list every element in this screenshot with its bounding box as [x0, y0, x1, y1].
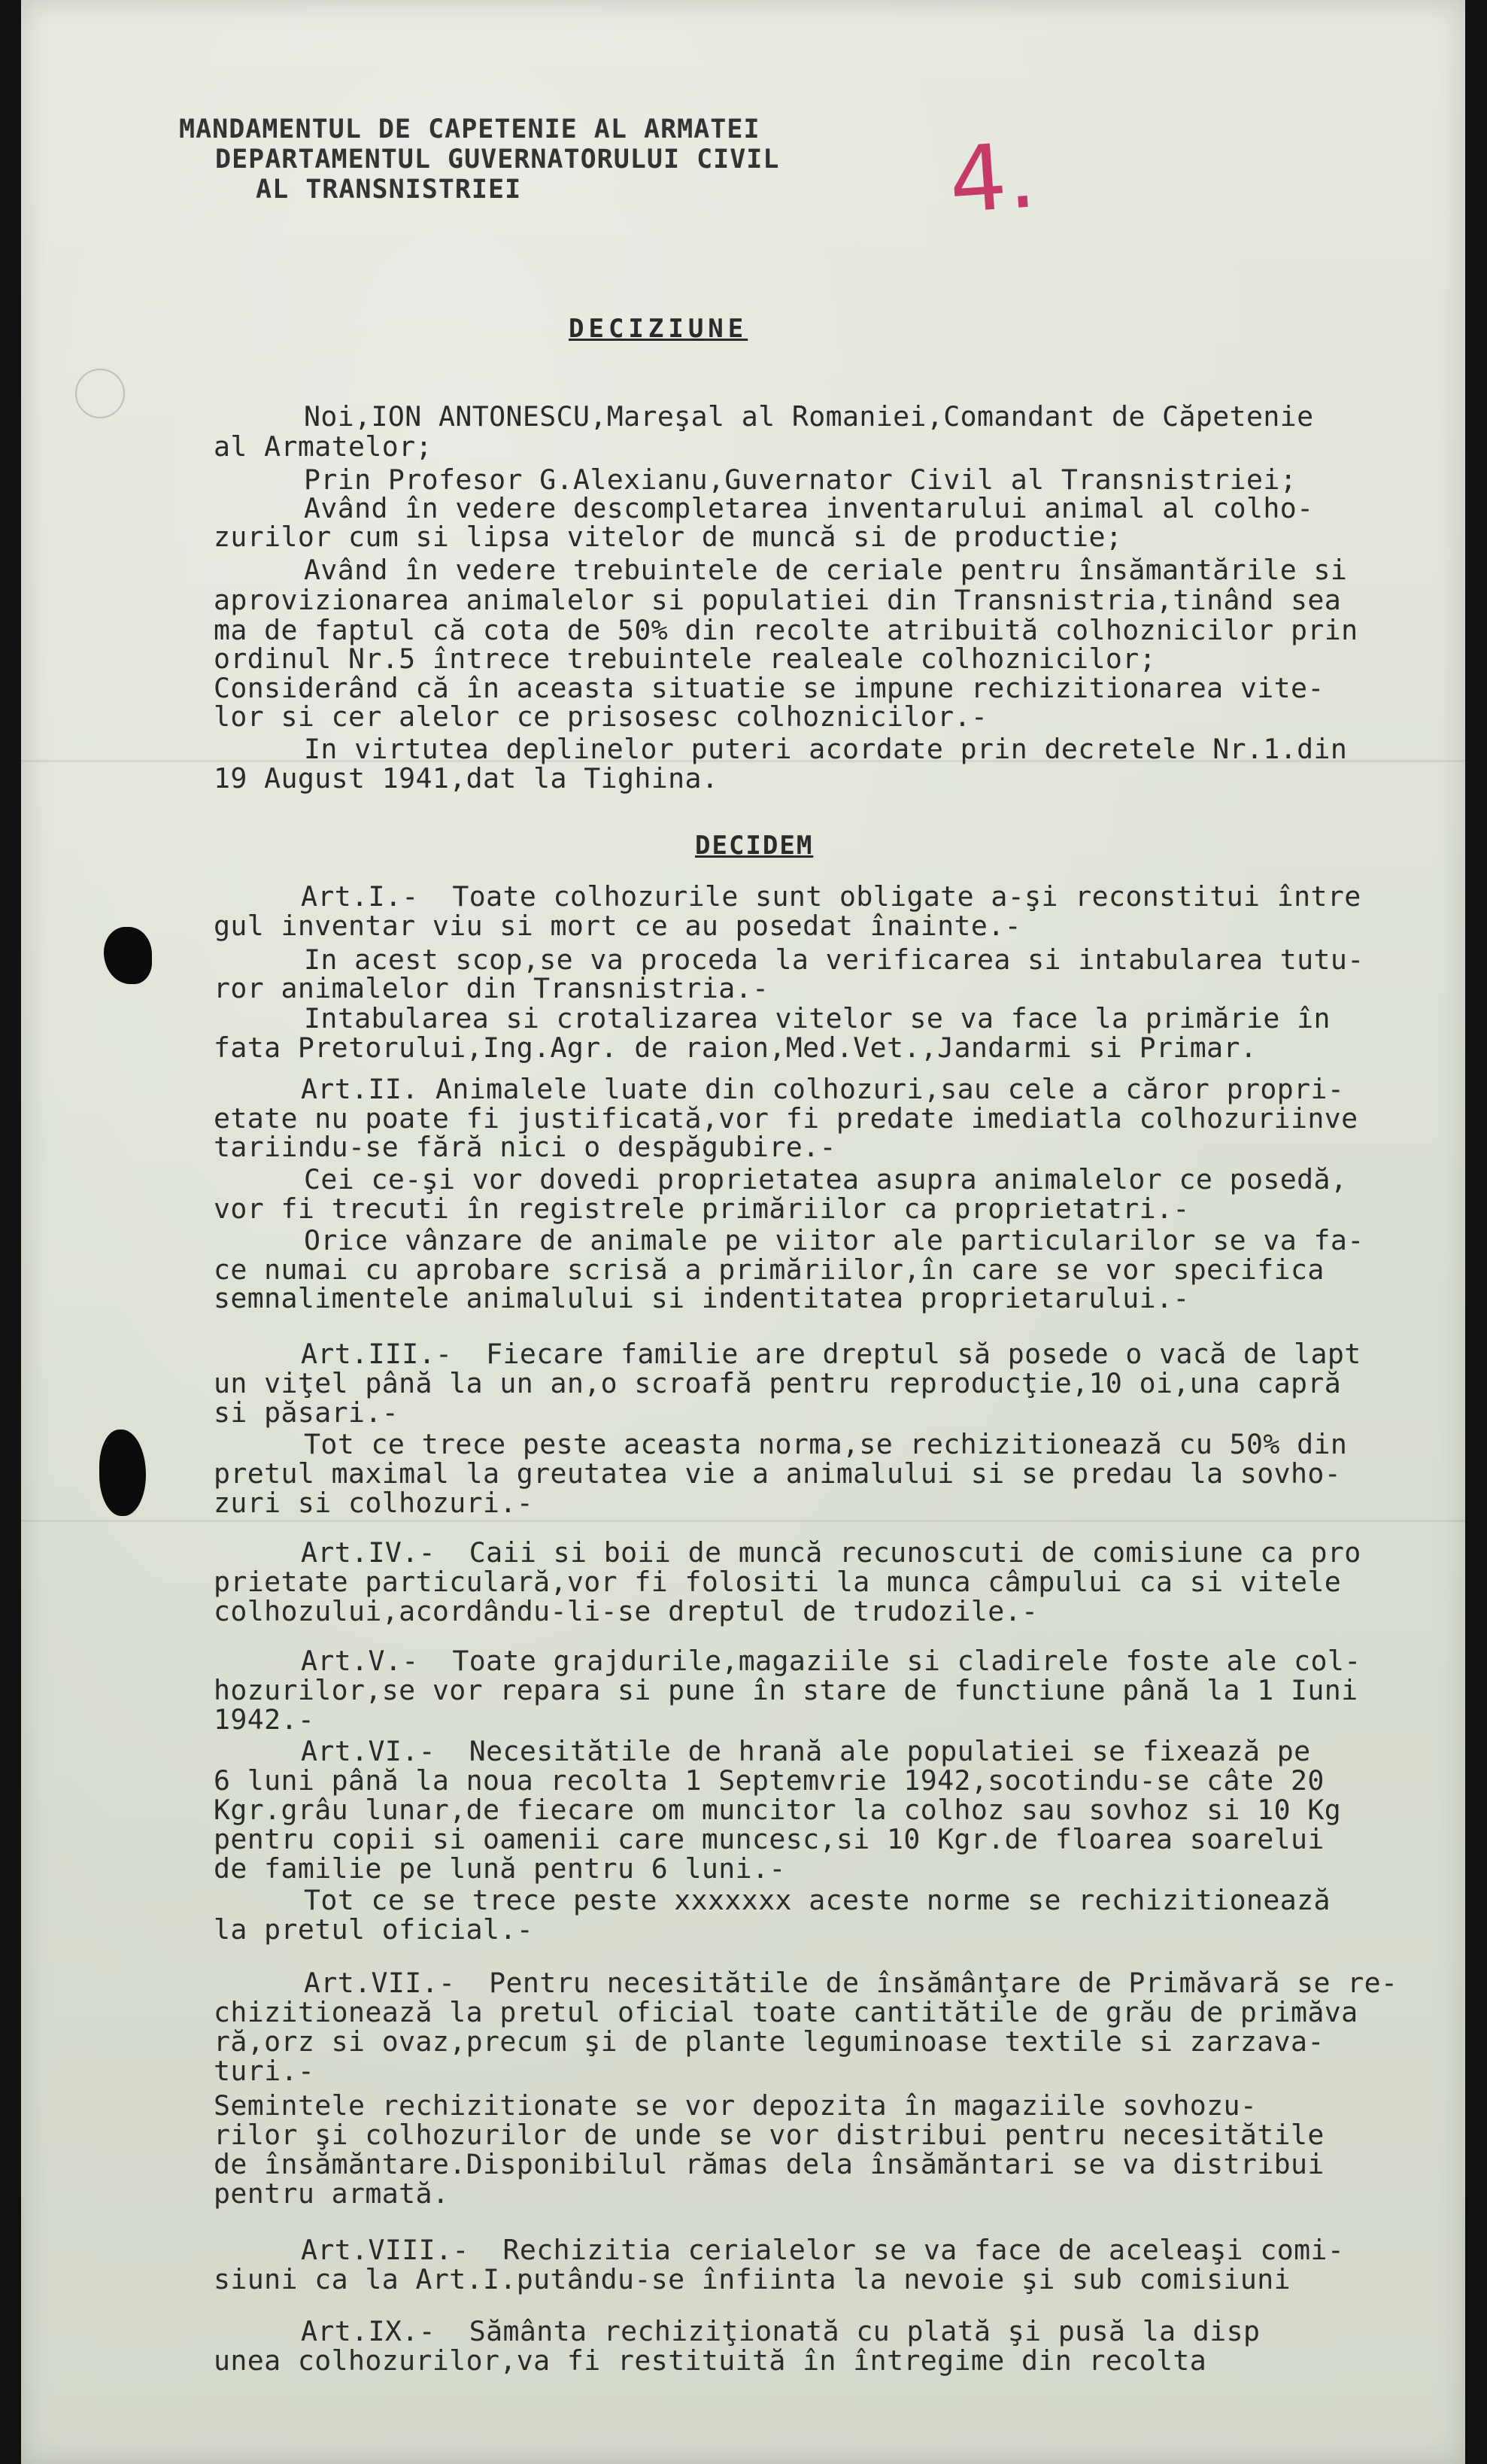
preamble-line: In virtutea deplinelor puteri acordate prin decretele Nr.1.din	[304, 733, 1348, 765]
article-line: Art.IX.- Sământa rechiziţionată cu plată şi pusă la disp	[301, 2315, 1261, 2347]
article-line: vor fi trecuti în registrele primăriilor ca proprietatri.-	[214, 1193, 1190, 1225]
article-line: 6 luni până la noua recolta 1 Septemvrie 1942,socotindu-se câte 20	[214, 1764, 1325, 1797]
article-line: la pretul oficial.-	[214, 1913, 534, 1946]
article-line: prietate particulară,vor fi folositi la munca câmpului ca si vitele	[214, 1566, 1342, 1598]
article-line: un viţel până la un an,o scroafă pentru reproducţie,10 oi,una capră	[214, 1367, 1342, 1399]
article-line: de familie pe lună pentru 6 luni.-	[214, 1852, 786, 1885]
article-line: Tot ce se trece peste xxxxxxx aceste norme se rechizitionează	[304, 1884, 1331, 1916]
article-line: de însămăntare.Disponibilul rămas dela însămăntari se va distribui	[214, 2148, 1325, 2180]
preamble-line: Având în vedere descompletarea inventarului animal al colho-	[304, 492, 1314, 524]
preamble-line: ma de faptul că cota de 50% din recolte atribuită colhoznicilor prin	[214, 614, 1358, 646]
preamble-line: al Armatelor;	[214, 430, 432, 463]
article-line: In acest scop,se va proceda la verificarea si intabularea tutu-	[304, 943, 1364, 976]
article-line: colhozului,acordându-li-se dreptul de trudozile.-	[214, 1595, 1039, 1627]
article-line: gul inventar viu si mort ce au posedat înainte.-	[214, 910, 1021, 942]
article-line: pentru armată.	[214, 2177, 450, 2210]
article-line: 1942.-	[214, 1703, 315, 1736]
preamble-line: lor si cer alelor ce prisosesc colhoznicilor.-	[214, 700, 988, 733]
article-line: pentru copii si oamenii care muncesc,si 10 Kgr.de floarea soarelui	[214, 1823, 1325, 1855]
article-line: Orice vânzare de animale pe viitor ale particularilor se va fa-	[304, 1224, 1364, 1256]
article-line: si păsari.-	[214, 1396, 399, 1429]
article-line: Kgr.grâu lunar,de fiecare om muncitor la colhoz sau sovhoz si 10 Kg	[214, 1794, 1342, 1826]
article-line: semnalimentele animalului si indentitatea proprietarului.-	[214, 1282, 1190, 1314]
article-line: ce numai cu aprobare scrisă a primăriilor,în care se vor specifica	[214, 1253, 1325, 1286]
article-line: Cei ce-şi vor dovedi proprietatea asupra animalelor ce posedă,	[304, 1163, 1348, 1196]
preamble-line: Având în vedere trebuintele de ceriale pentru însămantările si	[304, 554, 1348, 586]
article-line: Art.IV.- Caii si boii de muncă recunoscuti de comisiune ca pro	[301, 1536, 1361, 1569]
header-line-3: AL TRANSNISTRIEI	[256, 175, 522, 205]
article-line: tariindu-se fără nici o despăgubire.-	[214, 1131, 836, 1163]
preamble-line: zurilor cum si lipsa vitelor de muncă si de productie;	[214, 521, 1123, 553]
preamble-line: Considerând că în aceasta situatie se impune rechizitionarea vite-	[214, 672, 1325, 704]
handwritten-number: 4.	[945, 123, 1040, 234]
article-line: Art.VI.- Necesitătile de hrană ale populatiei se fixează pe	[301, 1735, 1311, 1767]
article-line: turi.-	[214, 2055, 315, 2087]
article-line: zuri si colhozuri.-	[214, 1487, 534, 1519]
article-line: chizitionează la pretul oficial toate cantitătile de grău de primăva	[214, 1996, 1358, 2028]
article-line: ră,orz si ovaz,precum şi de plante leguminoase textile si zarzava-	[214, 2025, 1325, 2058]
article-line: hozurilor,se vor repara si pune în stare de functiune până la 1 Iuni	[214, 1674, 1358, 1706]
preamble-line: 19 August 1941,dat la Tighina.	[214, 762, 719, 794]
article-line: Intabularea si crotalizarea vitelor se va face la primărie în	[304, 1002, 1331, 1035]
preamble-line: Prin Profesor G.Alexianu,Guvernator Civil al Transnistriei;	[304, 463, 1297, 496]
article-line: Art.III.- Fiecare familie are dreptul să posede o vacă de lapt	[301, 1338, 1361, 1370]
header-line-1: MANDAMENTUL DE CAPETENIE AL ARMATEI	[179, 114, 760, 144]
article-line: ror animalelor din Transnistria.-	[214, 972, 769, 1004]
article-line: Semintele rechizitionate se vor depozita în magaziile sovhozu-	[214, 2089, 1258, 2122]
article-line: etate nu poate fi justificată,vor fi predate imediatla colhozuriinve	[214, 1102, 1358, 1135]
preamble-line: Noi,ION ANTONESCU,Mareşal al Romaniei,Comandant de Căpetenie	[304, 400, 1314, 433]
document-title: DECIZIUNE	[569, 314, 748, 344]
article-line: siuni ca la Art.I.putându-se înfiinta la nevoie şi sub comisiuni	[214, 2263, 1291, 2295]
article-line: unea colhozurilor,va fi restituită în întregime din recolta	[214, 2344, 1207, 2377]
article-line: pretul maximal la greutatea vie a animalului si se predau la sovho-	[214, 1457, 1342, 1490]
article-line: Art.II. Animalele luate din colhozuri,sau cele a căror propri-	[301, 1073, 1345, 1105]
article-line: Tot ce trece peste aceasta norma,se rechizitionează cu 50% din	[304, 1428, 1348, 1460]
header-line-2: DEPARTAMENTUL GUVERNATORULUI CIVIL	[215, 144, 780, 175]
article-line: Art.VII.- Pentru necesitătile de însămânţare de Primăvară se re-	[304, 1967, 1398, 1999]
article-line: Art.V.- Toate grajdurile,magaziile si cladirele foste ale col-	[301, 1645, 1361, 1677]
article-line: fata Pretorului,Ing.Agr. de raion,Med.Vet.,Jandarmi si Primar.	[214, 1031, 1258, 1064]
article-line: Art.VIII.- Rechizitia cerialelor se va face de aceleaşi comi-	[301, 2234, 1345, 2266]
article-line: Art.I.- Toate colhozurile sunt obligate a-şi reconstitui între	[301, 880, 1361, 913]
article-line: rilor şi colhozurilor de unde se vor distribui pentru necesitătile	[214, 2119, 1325, 2151]
preamble-line: ordinul Nr.5 întrece trebuintele realeale colhoznicilor;	[214, 643, 1156, 675]
preamble-line: aprovizionarea animalelor si populatiei din Transnistria,tinând sea	[214, 584, 1342, 616]
decidem-heading: DECIDEM	[695, 831, 814, 861]
